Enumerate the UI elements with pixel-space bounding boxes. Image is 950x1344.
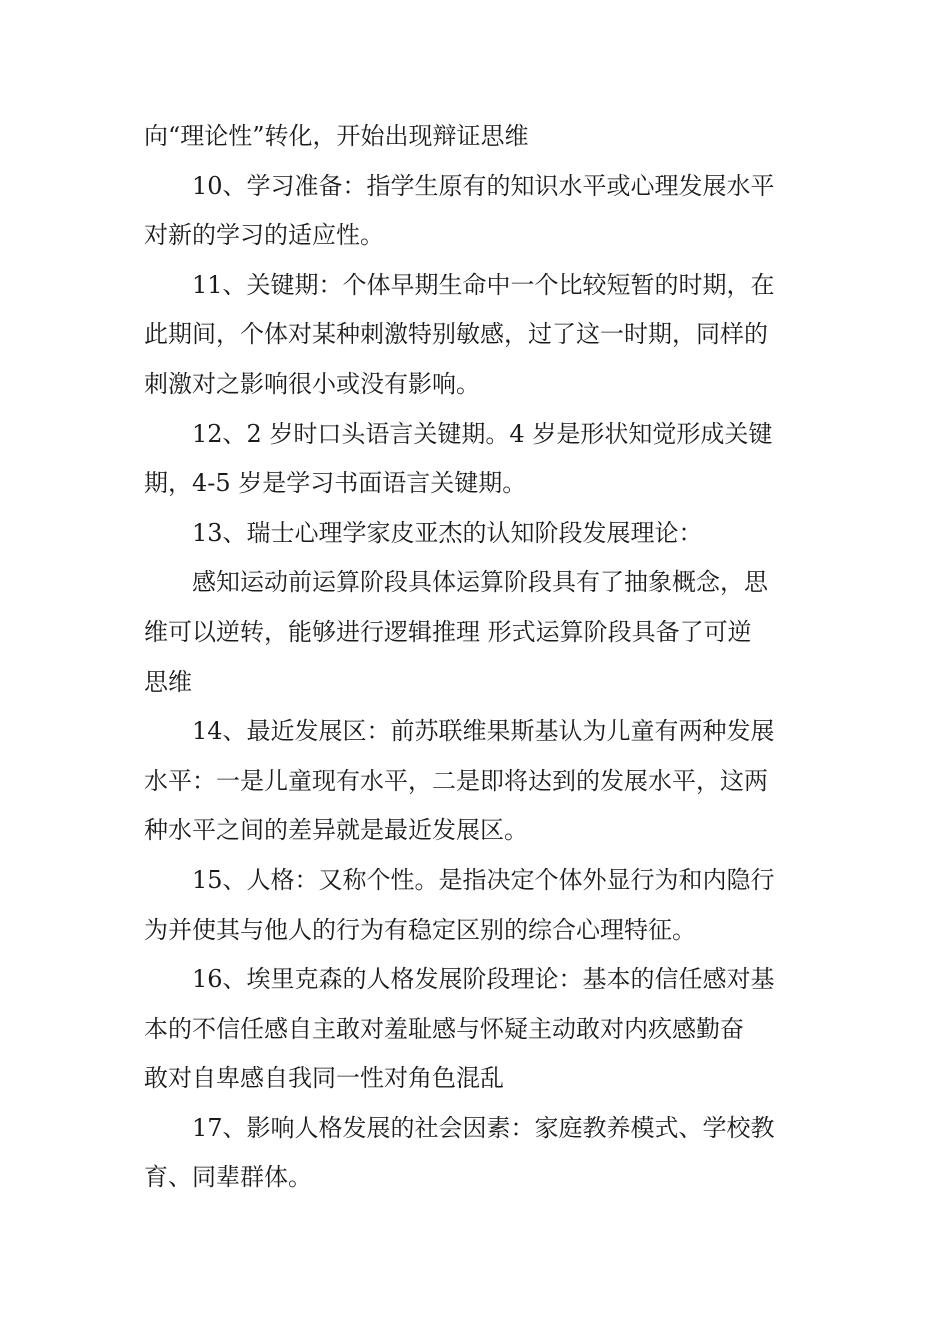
- text-line: 期，4-5 岁是学习书面语言关键期。: [144, 469, 527, 498]
- text-line: 对新的学习的适应性。: [144, 221, 384, 250]
- text-line: 感知运动前运算阶段具体运算阶段具有了抽象概念，思: [192, 568, 768, 597]
- text-line: 15、人格：又称个性。是指决定个体外显行为和内隐行: [192, 865, 775, 894]
- text-line: 向“理论性”转化，开始出现辩证思维: [144, 122, 529, 150]
- text-line: 刺激对之影响很小或没有影响。: [144, 369, 480, 398]
- text-line: 育、同辈群体。: [144, 1163, 312, 1192]
- text-line: 17、影响人格发展的社会因素：家庭教养模式、学校教: [192, 1113, 775, 1142]
- text-line: 本的不信任感自主敢对羞耻感与怀疑主动敢对内疚感勤奋: [144, 1014, 744, 1043]
- text-line: 为并使其与他人的行为有稳定区别的综合心理特征。: [144, 915, 696, 944]
- text-line: 12、2 岁时口头语言关键期。4 岁是形状知觉形成关键: [192, 419, 773, 448]
- text-line: 13、瑞士心理学家皮亚杰的认知阶段发展理论：: [192, 518, 703, 547]
- text-line: 种水平之间的差异就是最近发展区。: [144, 816, 528, 845]
- text-line: 思维: [144, 667, 192, 696]
- document-body: [144, 112, 808, 1203]
- text-line: 16、埃里克森的人格发展阶段理论：基本的信任感对基: [192, 965, 775, 994]
- text-line: 11、关键期：个体早期生命中一个比较短暂的时期，在: [192, 270, 775, 299]
- text-line: 敢对自卑感自我同一性对角色混乱: [144, 1064, 504, 1093]
- text-line: 此期间，个体对某种刺激特别敏感，过了这一时期，同样的: [144, 320, 768, 349]
- text-line: 水平：一是儿童现有水平，二是即将达到的发展水平，这两: [144, 766, 768, 795]
- text-line: 10、学习准备：指学生原有的知识水平或心理发展水平: [192, 171, 775, 200]
- text-line: 维可以逆转，能够进行逻辑推理 形式运算阶段具备了可逆: [144, 617, 752, 646]
- text-line: 14、最近发展区：前苏联维果斯基认为儿童有两种发展: [192, 717, 775, 746]
